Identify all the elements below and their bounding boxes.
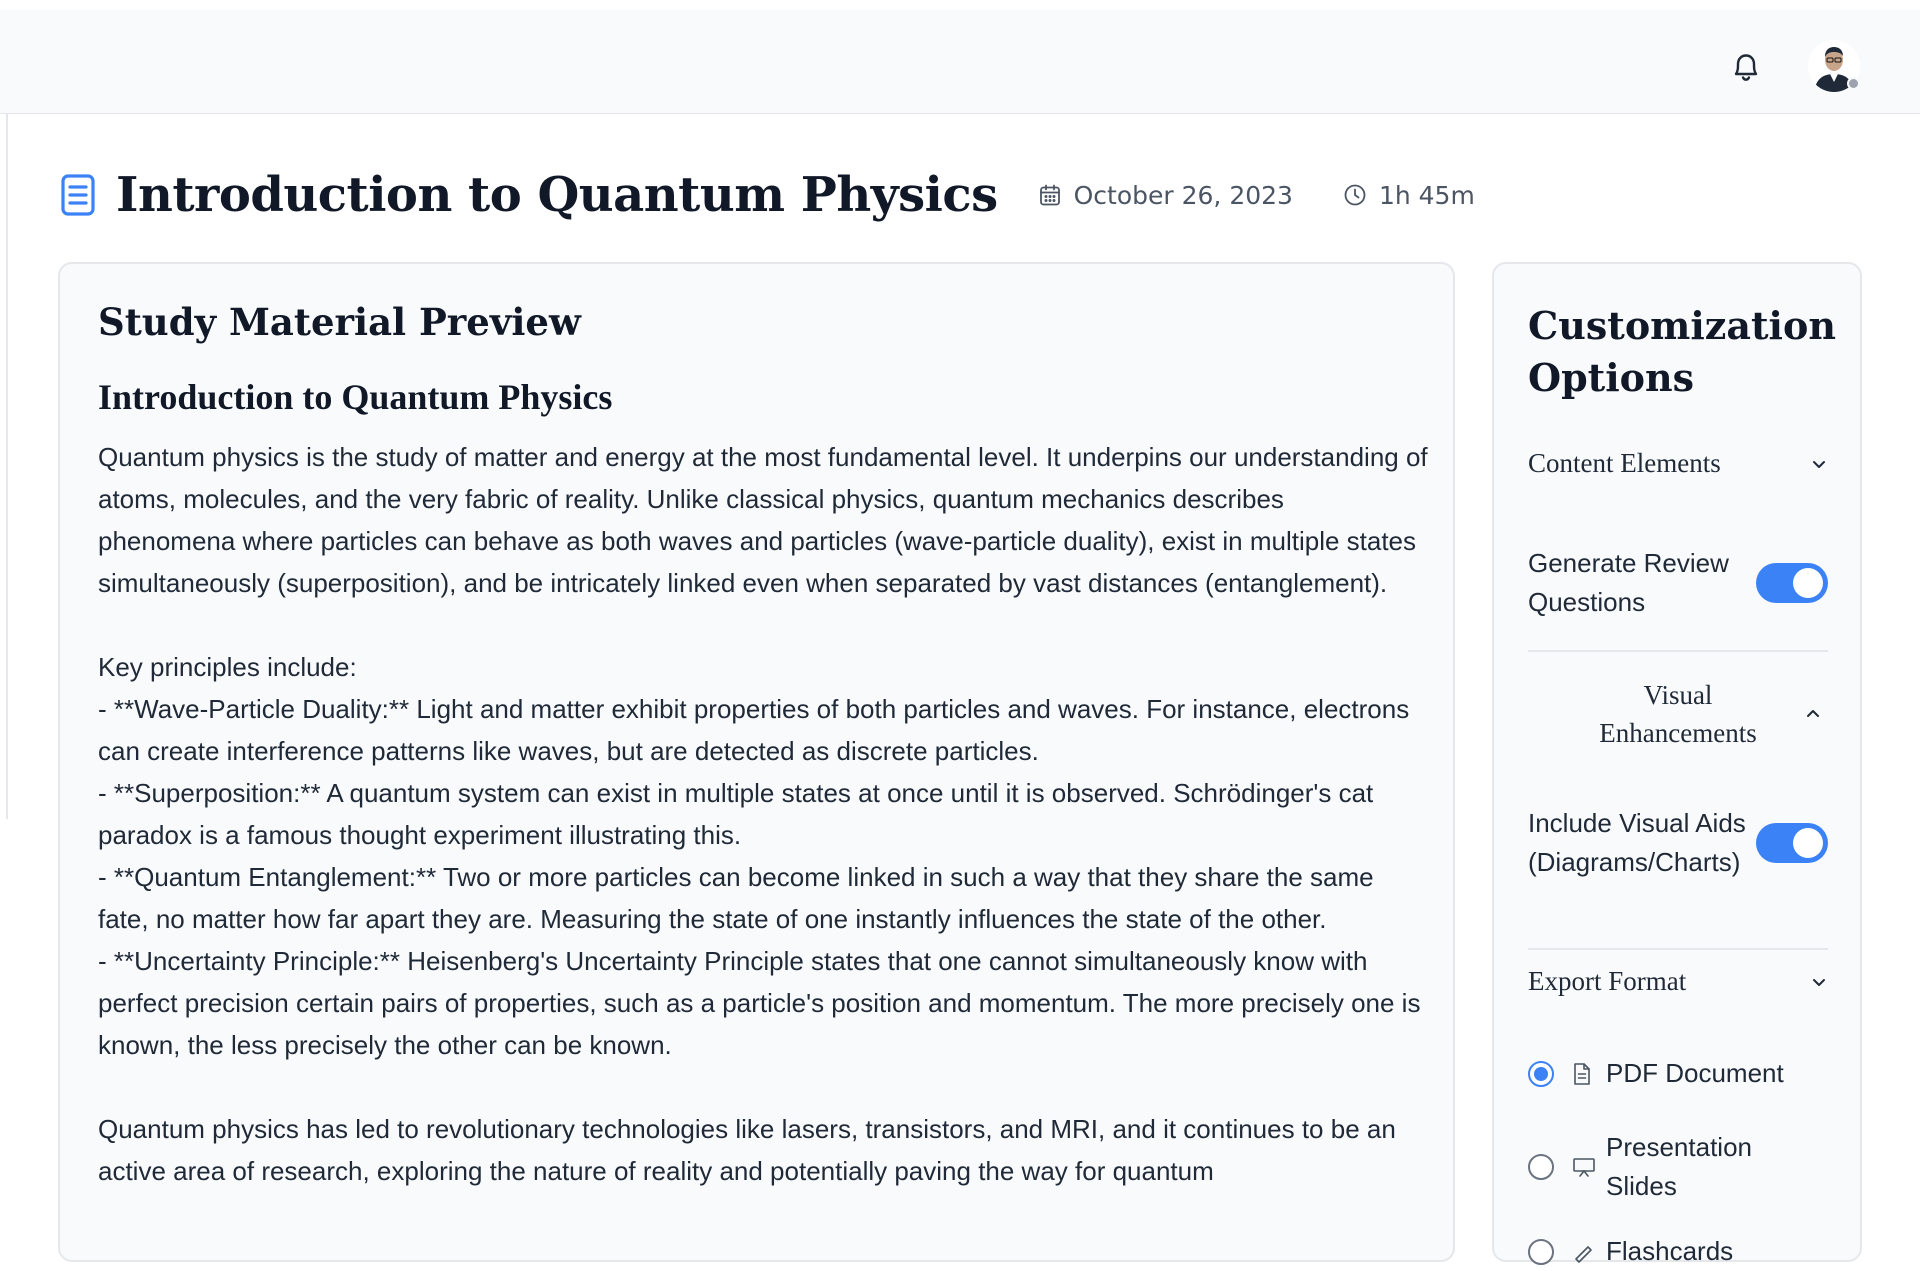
visual-aids-label: Include Visual Aids (Diagrams/Charts): [1528, 808, 1746, 877]
top-strip: [0, 0, 1920, 10]
export-option-flashcards[interactable]: [1528, 1232, 1828, 1271]
calendar-icon: [1038, 183, 1062, 207]
app-header: [0, 10, 1920, 114]
study-material-preview: [58, 262, 1455, 1262]
chevron-up-icon: [1804, 705, 1822, 723]
divider: [1528, 948, 1828, 950]
date-text: October 26, 2023: [1073, 180, 1293, 210]
session-date: [1038, 181, 1293, 210]
status-dot: [1847, 77, 1860, 90]
review-questions-row: [1528, 544, 1828, 622]
toggle-knob: [1793, 828, 1823, 858]
visual-aids-row: [1528, 804, 1828, 882]
export-option-pdf[interactable]: [1528, 1054, 1828, 1093]
file-icon: [1572, 1062, 1594, 1086]
content-elements-label: Content Elements: [1528, 448, 1721, 478]
flashcard-icon: [1572, 1241, 1594, 1263]
avatar[interactable]: [1808, 40, 1860, 92]
divider: [1528, 650, 1828, 652]
export-format-label: Export Format: [1528, 966, 1687, 996]
radio-unselected[interactable]: [1528, 1154, 1554, 1180]
chevron-down-icon: [1810, 455, 1828, 473]
clock-icon: [1343, 183, 1367, 207]
export-option-label: Flashcards: [1606, 1236, 1734, 1266]
presentation-icon: [1572, 1155, 1594, 1179]
material-heading: Introduction to Quantum Physics: [98, 377, 613, 417]
bell-icon[interactable]: [1730, 46, 1762, 86]
visual-enhancements-accordion[interactable]: [1528, 674, 1828, 754]
page-title: Introduction to Quantum Physics: [116, 167, 998, 223]
radio-selected[interactable]: [1528, 1061, 1554, 1087]
sidebar-edge-lower: [0, 634, 8, 819]
toggle-knob: [1793, 568, 1823, 598]
material-body: Quantum physics is the study of matter and energy at the most fundamental level. It underpins our understanding of atoms, molecules, and the very fabric of reality. Unlike classical physics, quantum mechanics describes phenomena where particles can behave as both waves and particles (wave-particle duality), exist in multiple states simultaneously (superposition), and be intricately linked even when separated by vast distances (entanglement). Key principles include: - **Wave-Particle Duality:** Light and matter exhibit properties of both particles and waves. For instance, electrons can create interference patterns like waves, but are detected as discrete particles. - **Superposition:** A quantum system can exist in multiple states at once until it is observed. Schrödinger's cat paradox is a famous thought experiment illustrating this. - **Quantum Entanglement:** Two or more particles can become linked in such a way that they share the same fate, no matter how far apart they are. Measuring the state of one instantly influences the state of the other. - **Uncertainty Principle:** Heisenberg's Uncertainty Principle states that one cannot simultaneously know with perfect precision certain pairs of properties, such as a particle's position and momentum. The more precisely one is known, the less precisely the other can be known. Quantum physics has led to revolutionary technologies like lasers, transistors, and MRI, and it continues to be an active area of research, exploring the nature of reality and potentially paving the way for quantum: [98, 442, 1428, 1186]
document-icon: [60, 171, 100, 219]
export-option-slides[interactable]: [1528, 1128, 1828, 1206]
export-option-label: PDF Document: [1606, 1058, 1784, 1088]
visual-enhancements-label: Visual Enhancements: [1599, 680, 1757, 748]
page-header: [60, 160, 1475, 230]
visual-aids-toggle[interactable]: [1756, 823, 1828, 863]
duration-text: 1h 45m: [1378, 180, 1475, 210]
sidebar-edge: [0, 114, 8, 634]
review-questions-label: Generate Review Questions: [1528, 548, 1729, 617]
radio-unselected[interactable]: [1528, 1239, 1554, 1265]
export-format-accordion[interactable]: [1528, 966, 1828, 997]
preview-card-title: Study Material Preview: [98, 300, 581, 344]
review-questions-toggle[interactable]: [1756, 563, 1828, 603]
session-duration: [1343, 181, 1475, 210]
customization-panel: [1492, 262, 1862, 1266]
content-elements-accordion[interactable]: [1528, 448, 1828, 479]
customization-title: Customization Options: [1528, 303, 1836, 400]
export-option-label: Presentation Slides: [1606, 1132, 1752, 1201]
chevron-down-icon: [1810, 973, 1828, 991]
